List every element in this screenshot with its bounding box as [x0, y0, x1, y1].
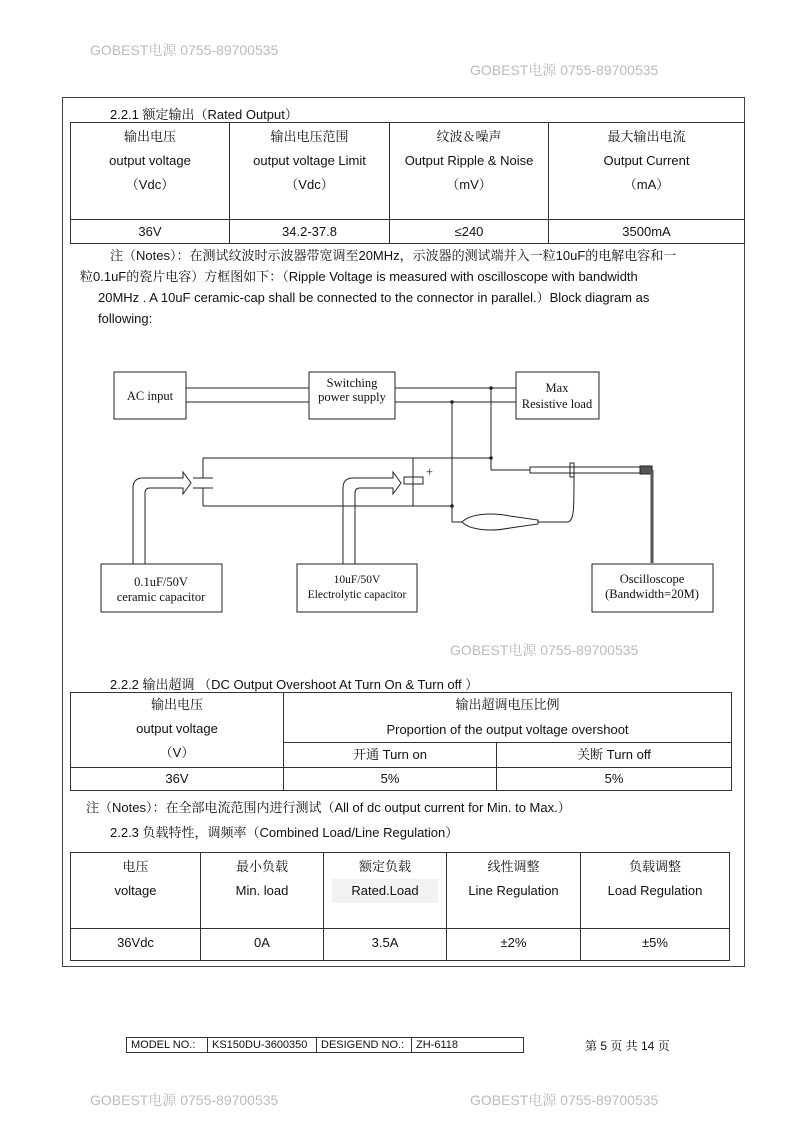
design-value: ZH-6118 [412, 1038, 524, 1053]
value-cell: ±5% [581, 929, 730, 961]
header-cell: 输出电压 output voltage （Vdc） [71, 123, 230, 220]
model-value: KS150DU-3600350 [208, 1038, 317, 1053]
max-load-label: Max [545, 381, 569, 395]
ceramic-label: 0.1uF/50V [134, 575, 188, 589]
table-row [71, 767, 732, 790]
watermark: GOBEST电源 0755-89700535 [90, 42, 279, 58]
section-heading: 2.2.3 负载特性，调频率（Combined Load/Line Regulation） [110, 825, 459, 840]
electrolytic-label: 10uF/50V [333, 574, 381, 586]
header-cell: Proportion of the output voltage overshoot [284, 718, 732, 743]
max-load-label: Resistive load [521, 397, 593, 411]
max-load-box [516, 372, 599, 419]
value-cell: 3500mA [549, 220, 745, 244]
header-cell: 线性调整 Line Regulation [447, 853, 581, 929]
table-row [71, 929, 730, 961]
header-cell: 输出电压 output voltage （V） [71, 693, 284, 768]
watermark: GOBEST电源 0755-89700535 [470, 1092, 659, 1108]
value-cell: 36V [71, 220, 230, 244]
electrolytic-capacitor-box [297, 564, 417, 612]
header-cell: 开通 Turn on [284, 742, 497, 767]
page-number: 第 5 页 共 14 页 [585, 1039, 670, 1053]
header-cell: 最大输出电流 Output Current （mA） [549, 123, 745, 220]
value-cell: ≤240 [390, 220, 549, 244]
switching-label: Switching [326, 376, 378, 390]
header-cell: 纹波＆噪声 Output Ripple & Noise （mV） [390, 123, 549, 220]
header-cell: 输出超调电压比例 [284, 693, 732, 718]
switching-label: power supply [318, 390, 386, 404]
value-cell: 36V [71, 767, 284, 790]
footer-table [126, 1037, 524, 1053]
value-cell: 3.5A [324, 929, 447, 961]
value-cell: 0A [201, 929, 324, 961]
plus-sign: + [426, 465, 434, 479]
ac-input-label: AC input [126, 389, 174, 403]
notes: 注（Notes）：在全部电流范围内进行测试（All of dc output current for Min. to Max.） [86, 800, 571, 815]
header-cell: 输出电压范围 output voltage Limit （Vdc） [230, 123, 390, 220]
watermark: GOBEST电源 0755-89700535 [90, 1092, 279, 1108]
model-label: MODEL NO.: [127, 1038, 208, 1053]
value-cell: 34.2-37.8 [230, 220, 390, 244]
design-label: DESIGEND NO.: [317, 1038, 412, 1053]
value-cell: 5% [284, 767, 497, 790]
notes: 注（Notes）：在测试纹波时示波器带宽调至20MHz，示波器的测试端并入一粒10uF的电解电容和一 粒0.1uF的瓷片电容）方框图如下：（Ripple Voltage is measured with oscilloscope with bandwidth 20MHz . A 10uF ceramic-cap shall be connected to the connector in parallel.）Block diagram as following: [80, 248, 677, 326]
header-cell: 关断 Turn off [497, 742, 732, 767]
section-heading: 2.2.1 额定输出（Rated Output） [110, 107, 298, 122]
overshoot-table [70, 692, 732, 791]
value-cell: ±2% [447, 929, 581, 961]
regulation-table [70, 852, 730, 961]
header-cell: 负载调整 Load Regulation [581, 853, 730, 929]
ceramic-label: ceramic capacitor [116, 590, 206, 604]
value-cell: 5% [497, 767, 732, 790]
electrolytic-label: Electrolytic capacitor [307, 589, 407, 601]
header-cell: 电压 voltage [71, 853, 201, 929]
value-cell: 36Vdc [71, 929, 201, 961]
section-heading: 2.2.2 输出超调 （DC Output Overshoot At Turn On & Turn off ） [110, 677, 479, 692]
header-cell: 额定负载 Rated.Load [324, 853, 447, 929]
oscilloscope-label: Oscilloscope [619, 572, 685, 586]
header-cell: 最小负载 Min. load [201, 853, 324, 929]
oscilloscope-label: (Bandwidth=20M) [605, 587, 699, 601]
watermark: GOBEST电源 0755-89700535 [470, 62, 659, 78]
watermark: GOBEST电源 0755-89700535 [450, 642, 639, 658]
